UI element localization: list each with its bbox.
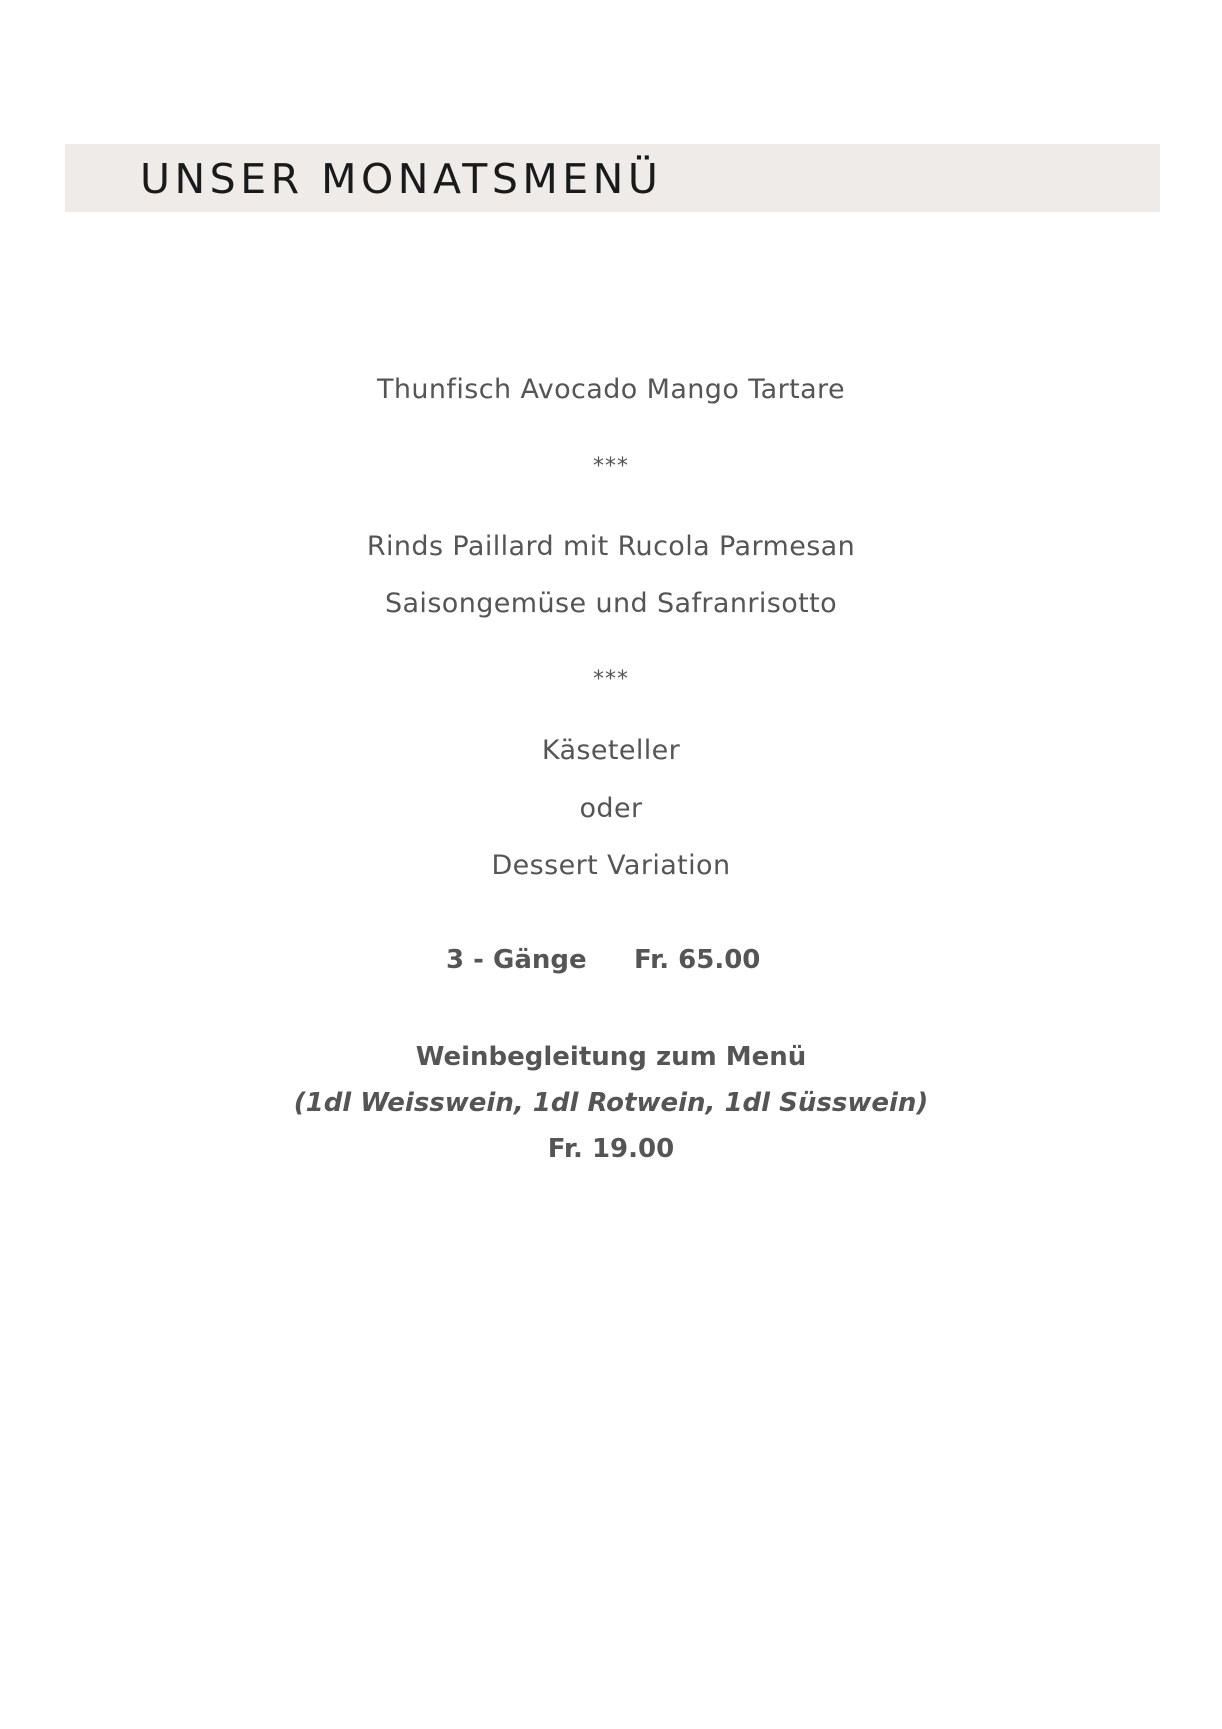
menu-course-dessert-option2: Dessert Variation — [491, 850, 731, 881]
courses-price: Fr. 65.00 — [634, 945, 761, 975]
menu-course-dessert-option1: Käseteller — [541, 735, 681, 766]
menu-course-or: oder — [579, 793, 643, 824]
menu-course-main-line1: Rinds Paillard mit Rucola Parmesan — [366, 531, 856, 562]
page-title: UNSER MONATSMENÜ — [140, 155, 663, 203]
wine-pairing-price: Fr. 19.00 — [547, 1134, 675, 1164]
menu-course-starter: Thunfisch Avocado Mango Tartare — [377, 374, 845, 405]
course-separator: *** — [593, 454, 629, 479]
course-separator: *** — [593, 667, 629, 692]
courses-label: 3 - Gänge — [446, 945, 587, 975]
wine-pairing-title: Weinbegleitung zum Menü — [415, 1042, 807, 1072]
menu-course-main-line2: Saisongemüse und Safranrisotto — [384, 588, 838, 619]
wine-pairing-details: (1dl Weisswein, 1dl Rotwein, 1dl Süsswein) — [293, 1088, 929, 1118]
